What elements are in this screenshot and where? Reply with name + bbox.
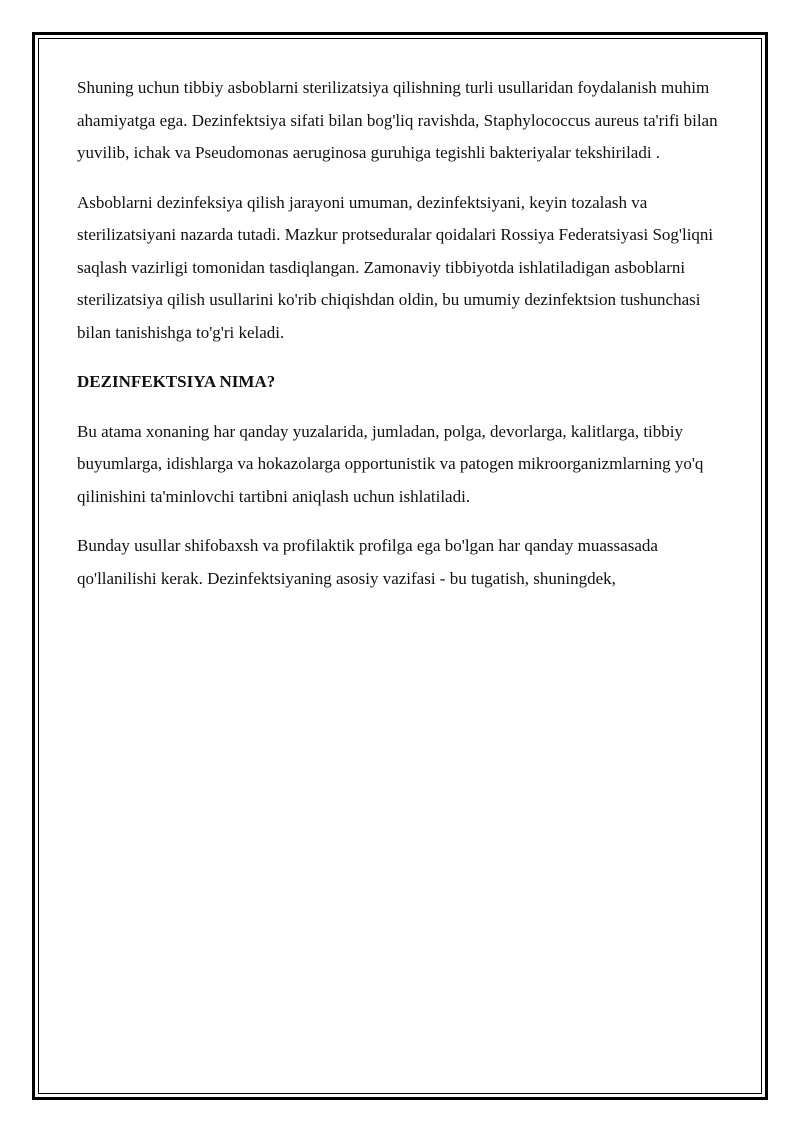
document-body	[77, 72, 727, 612]
paragraph-4: Bunday usullar shifobaxsh va profilaktik profilga ega bo'lgan har qanday muassasada qo'llanilishi kerak. Dezinfektsiyaning asosiy vazifasi - bu tugatish, shuningdek,	[77, 536, 658, 588]
paragraph-2: Asboblarni dezinfeksiya qilish jarayoni umuman, dezinfektsiyani, keyin tozalash va sterilizatsiyani nazarda tutadi. Mazkur protseduralar qoidalari Rossiya Federatsiyasi Sog'liqni saqlash vazirligi tomonidan tasdiqlangan. Zamonaviy tibbiyotda ishlatiladigan asboblarni sterilizatsiya qilish usullarini ko'rib chiqishdan oldin, bu umumiy dezinfektsion tushunchasi bilan tanishishga to'g'ri keladi.	[77, 192, 714, 342]
paragraph-1: Shuning uchun tibbiy asboblarni sterilizatsiya qilishning turli usullaridan foydalanish muhim ahamiyatga ega. Dezinfektsiya sifati bilan bog'liq ravishda, Staphylococcus aureus ta'rifi bilan yuvilib, ichak va Pseudomonas aeruginosa guruhiga tegishli bakteriyalar tekshiriladi .	[77, 78, 718, 162]
section-heading: DEZINFEKTSIYA NIMA?	[77, 372, 276, 391]
paragraph-3: Bu atama xonaning har qanday yuzalarida, jumladan, polga, devorlarga, kalitlarga, tibbiy buyumlarga, idishlarga va hokazolarga opportunistik va patogen mikroorganizmlarning yo'q qilinishini ta'minlovchi tartibni aniqlash uchun ishlatiladi.	[77, 421, 704, 506]
